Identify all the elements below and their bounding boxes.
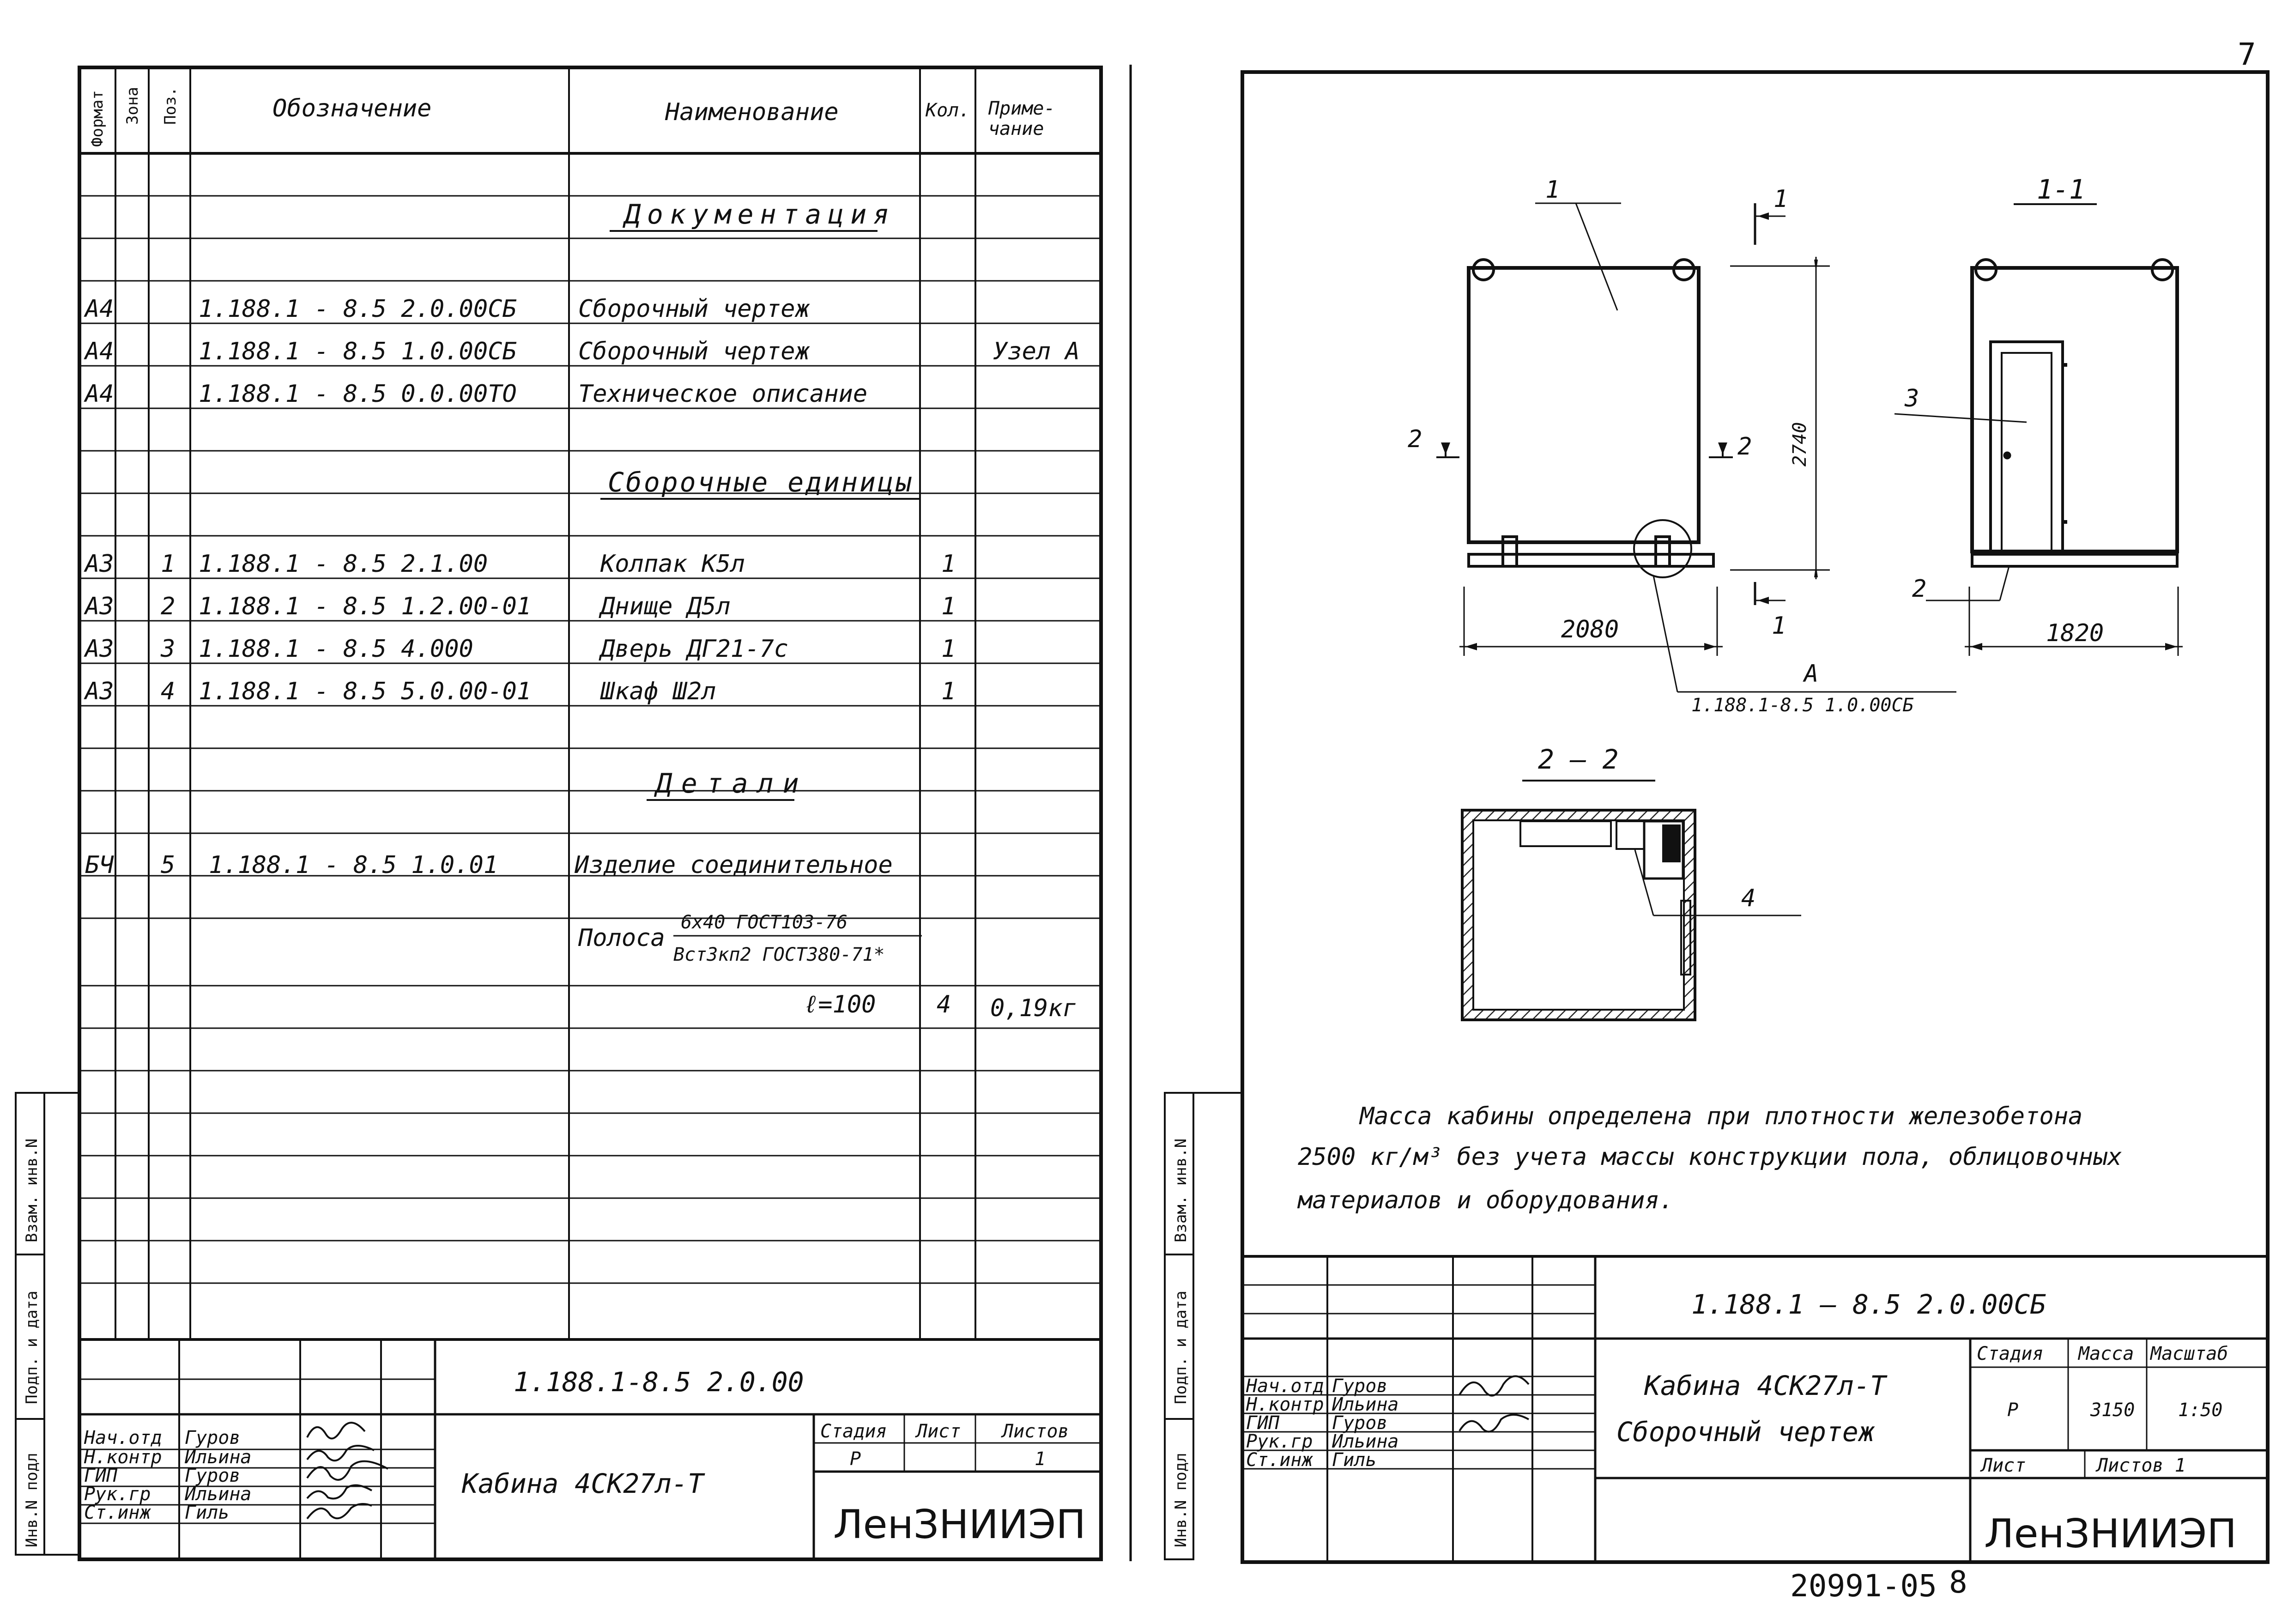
svg-text:3: 3 xyxy=(161,635,176,663)
svg-text:Полоса: Полоса xyxy=(578,924,665,952)
side-label-repl: Взам. инв.N xyxy=(23,1138,41,1242)
right-title-code: 1.188.1 – 8.5 2.0.00СБ xyxy=(1691,1289,2046,1320)
header-qty: Кол. xyxy=(926,100,970,121)
pos-1-label: 1 xyxy=(1545,176,1560,204)
right-stage: Р xyxy=(2007,1400,2019,1421)
svg-text:Колпак К5л: Колпак К5л xyxy=(600,550,745,578)
side-label-sign-r: Подп. и дата xyxy=(1172,1291,1190,1404)
svg-text:А4: А4 xyxy=(85,295,114,323)
pos-4-label: 4 xyxy=(1741,885,1756,912)
right-scale-label: Масштаб xyxy=(2150,1343,2228,1364)
header-name: Наименование xyxy=(665,98,839,126)
left-person: Ильина xyxy=(185,1484,252,1505)
front-view xyxy=(1436,203,1956,692)
svg-text:Техническое описание: Техническое описание xyxy=(578,380,868,408)
docs-row xyxy=(84,380,867,408)
right-role: Нач.отд xyxy=(1246,1376,1324,1397)
left-person: Гуров xyxy=(185,1465,241,1486)
dim-depth: 1820 xyxy=(2046,619,2104,647)
svg-text:БЧ: БЧ xyxy=(85,851,114,879)
section-11-title: 1-1 xyxy=(2037,174,2085,205)
svg-text:1.188.1 - 8.5 2.0.00СБ: 1.188.1 - 8.5 2.0.00СБ xyxy=(199,295,517,323)
svg-text:5: 5 xyxy=(161,851,176,879)
left-title-name: Кабина 4СК27л-Т xyxy=(462,1468,704,1499)
header-designation: Обозначение xyxy=(272,95,432,122)
svg-text:4: 4 xyxy=(161,678,176,705)
svg-text:Узел А: Узел А xyxy=(993,338,1080,365)
right-stage-label: Стадия xyxy=(1977,1343,2044,1364)
svg-text:1: 1 xyxy=(941,678,956,705)
right-role: Рук.гр xyxy=(1246,1431,1313,1452)
note-line-2: 2500 кг/м³ без учета массы конструкции пола, облицовочных xyxy=(1298,1143,2122,1171)
strip-spec xyxy=(578,912,922,965)
dim-width: 2080 xyxy=(1561,616,1619,643)
svg-text:ℓ=100: ℓ=100 xyxy=(804,991,876,1018)
cut-mark-top: 1 xyxy=(1773,185,1788,213)
left-role: Ст.инж xyxy=(84,1502,151,1523)
doc-code-suffix: 8 xyxy=(1949,1564,1967,1600)
svg-text:1.188.1 - 8.5 1.2.00-01: 1.188.1 - 8.5 1.2.00-01 xyxy=(199,593,532,620)
left-sheets: 1 xyxy=(1035,1448,1046,1470)
right-person: Ильина xyxy=(1332,1431,1399,1452)
section-22-view xyxy=(1462,810,1801,1020)
cut-mark-left: 2 xyxy=(1408,425,1422,453)
svg-text:Дверь ДГ21-7с: Дверь ДГ21-7с xyxy=(600,635,788,663)
left-role: Нач.отд xyxy=(84,1427,162,1448)
left-role: ГИП xyxy=(84,1465,118,1486)
left-sheet-label: Лист xyxy=(916,1421,961,1442)
right-signatures xyxy=(1459,1376,1529,1432)
header-note: Приме-чание xyxy=(988,98,1055,139)
left-sheets-label: Листов xyxy=(1002,1421,1069,1442)
docs-row xyxy=(84,338,1080,365)
note-line-3: материалов и оборудования. xyxy=(1298,1187,1674,1214)
svg-text:1.188.1 - 8.5 5.0.00-01: 1.188.1 - 8.5 5.0.00-01 xyxy=(199,678,532,705)
cut-mark-bottom: 1 xyxy=(1772,612,1786,640)
left-title-code: 1.188.1-8.5 2.0.00 xyxy=(514,1366,804,1398)
right-person: Гиль xyxy=(1332,1449,1377,1471)
svg-text:1.188.1 - 8.5 1.0.01: 1.188.1 - 8.5 1.0.01 xyxy=(209,851,498,879)
left-stage: Р xyxy=(850,1448,861,1470)
right-person: Гуров xyxy=(1332,1376,1388,1397)
section-11-view xyxy=(1895,260,2183,656)
right-mass: 3150 xyxy=(2090,1400,2135,1421)
svg-text:А3: А3 xyxy=(85,593,114,620)
section-details: Детали xyxy=(656,768,808,799)
side-label-inv: Инв.N подл xyxy=(23,1453,41,1547)
svg-text:1.188.1 - 8.5 0.0.00ТО: 1.188.1 - 8.5 0.0.00ТО xyxy=(199,380,517,408)
svg-text:1.188.1 - 8.5 2.1.00: 1.188.1 - 8.5 2.1.00 xyxy=(199,550,488,578)
right-person: Ильина xyxy=(1332,1394,1399,1415)
svg-text:А3: А3 xyxy=(85,635,114,663)
left-org: ЛенЗНИИЭП xyxy=(833,1502,1086,1548)
section-units: Сборочные единицы xyxy=(608,467,914,498)
svg-text:Днище Д5л: Днище Д5л xyxy=(600,593,731,620)
svg-text:2: 2 xyxy=(161,593,176,620)
svg-text:4: 4 xyxy=(937,991,951,1018)
detail-row xyxy=(85,851,893,879)
right-sheets-label: Листов 1 xyxy=(2097,1455,2186,1476)
svg-text:А3: А3 xyxy=(85,550,114,578)
note-line-1: Масса кабины определена при плотности железобетона xyxy=(1360,1103,2083,1130)
page-number: 7 xyxy=(2238,36,2256,72)
unit-row xyxy=(84,593,956,620)
right-person: Гуров xyxy=(1332,1412,1388,1434)
left-stage-label: Стадия xyxy=(820,1421,887,1442)
pos-2-label: 2 xyxy=(1912,575,1927,603)
side-label-sign: Подп. и дата xyxy=(23,1291,41,1404)
right-role: ГИП xyxy=(1246,1412,1280,1434)
cut-mark-right: 2 xyxy=(1737,433,1752,461)
node-label: А xyxy=(1804,660,1819,688)
svg-text:А4: А4 xyxy=(85,338,114,365)
left-person: Гиль xyxy=(185,1502,230,1523)
header-format: Формат xyxy=(88,90,107,147)
svg-text:6х40 ГОСТ103-76: 6х40 ГОСТ103-76 xyxy=(681,912,848,933)
left-role: Н.контр xyxy=(84,1447,162,1468)
length-row xyxy=(804,991,1077,1022)
doc-code: 20991-05 xyxy=(1790,1568,1937,1604)
right-sheet-label: Лист xyxy=(1981,1455,2026,1476)
svg-text:А3: А3 xyxy=(85,678,114,705)
svg-text:Шкаф Ш2л: Шкаф Ш2л xyxy=(600,678,716,705)
right-role: Ст.инж xyxy=(1246,1449,1313,1471)
pos-3-label: 3 xyxy=(1905,385,1919,412)
svg-text:1.188.1 - 8.5 4.000: 1.188.1 - 8.5 4.000 xyxy=(199,635,473,663)
side-label-repl-r: Взам. инв.N xyxy=(1172,1138,1190,1242)
docs-row xyxy=(84,295,811,323)
right-title-name-1: Кабина 4СК27л-Т xyxy=(1644,1370,1886,1401)
header-pos: Поз. xyxy=(161,87,180,125)
svg-text:Вст3кп2 ГОСТ380-71*: Вст3кп2 ГОСТ380-71* xyxy=(673,944,885,965)
right-mass-label: Масса xyxy=(2078,1343,2134,1364)
unit-row xyxy=(84,550,956,578)
dim-height: 2740 xyxy=(1789,422,1810,467)
svg-text:1: 1 xyxy=(941,635,956,663)
left-person: Гуров xyxy=(185,1427,241,1448)
svg-text:1: 1 xyxy=(941,550,956,578)
svg-text:1: 1 xyxy=(941,593,956,620)
svg-text:Сборочный чертеж: Сборочный чертеж xyxy=(578,338,810,365)
svg-text:1: 1 xyxy=(161,550,176,578)
header-zone: Зона xyxy=(123,87,142,125)
left-role: Рук.гр xyxy=(84,1484,151,1505)
section-docs: Документация xyxy=(624,199,896,230)
svg-text:А4: А4 xyxy=(85,380,114,408)
node-ref: 1.188.1-8.5 1.0.00СБ xyxy=(1691,695,1914,716)
left-person: Ильина xyxy=(185,1447,252,1468)
right-title-name-2: Сборочный чертеж xyxy=(1616,1416,1875,1448)
svg-text:1.188.1 - 8.5 1.0.00СБ: 1.188.1 - 8.5 1.0.00СБ xyxy=(199,338,517,365)
svg-text:Изделие соединительное: Изделие соединительное xyxy=(575,851,893,879)
front-view-arrows xyxy=(1441,212,1818,650)
svg-text:Сборочный чертеж: Сборочный чертеж xyxy=(578,295,810,323)
side-label-inv-r: Инв.N подл xyxy=(1172,1453,1190,1547)
right-org: ЛенЗНИИЭП xyxy=(1984,1511,2237,1557)
unit-row xyxy=(84,635,956,663)
section-22-title: 2 — 2 xyxy=(1538,744,1619,775)
svg-text:0,19кг: 0,19кг xyxy=(990,994,1077,1022)
right-role: Н.контр xyxy=(1246,1394,1324,1415)
spec-table-grid xyxy=(79,67,1101,1559)
right-scale: 1:50 xyxy=(2178,1400,2223,1421)
unit-row xyxy=(84,678,956,705)
